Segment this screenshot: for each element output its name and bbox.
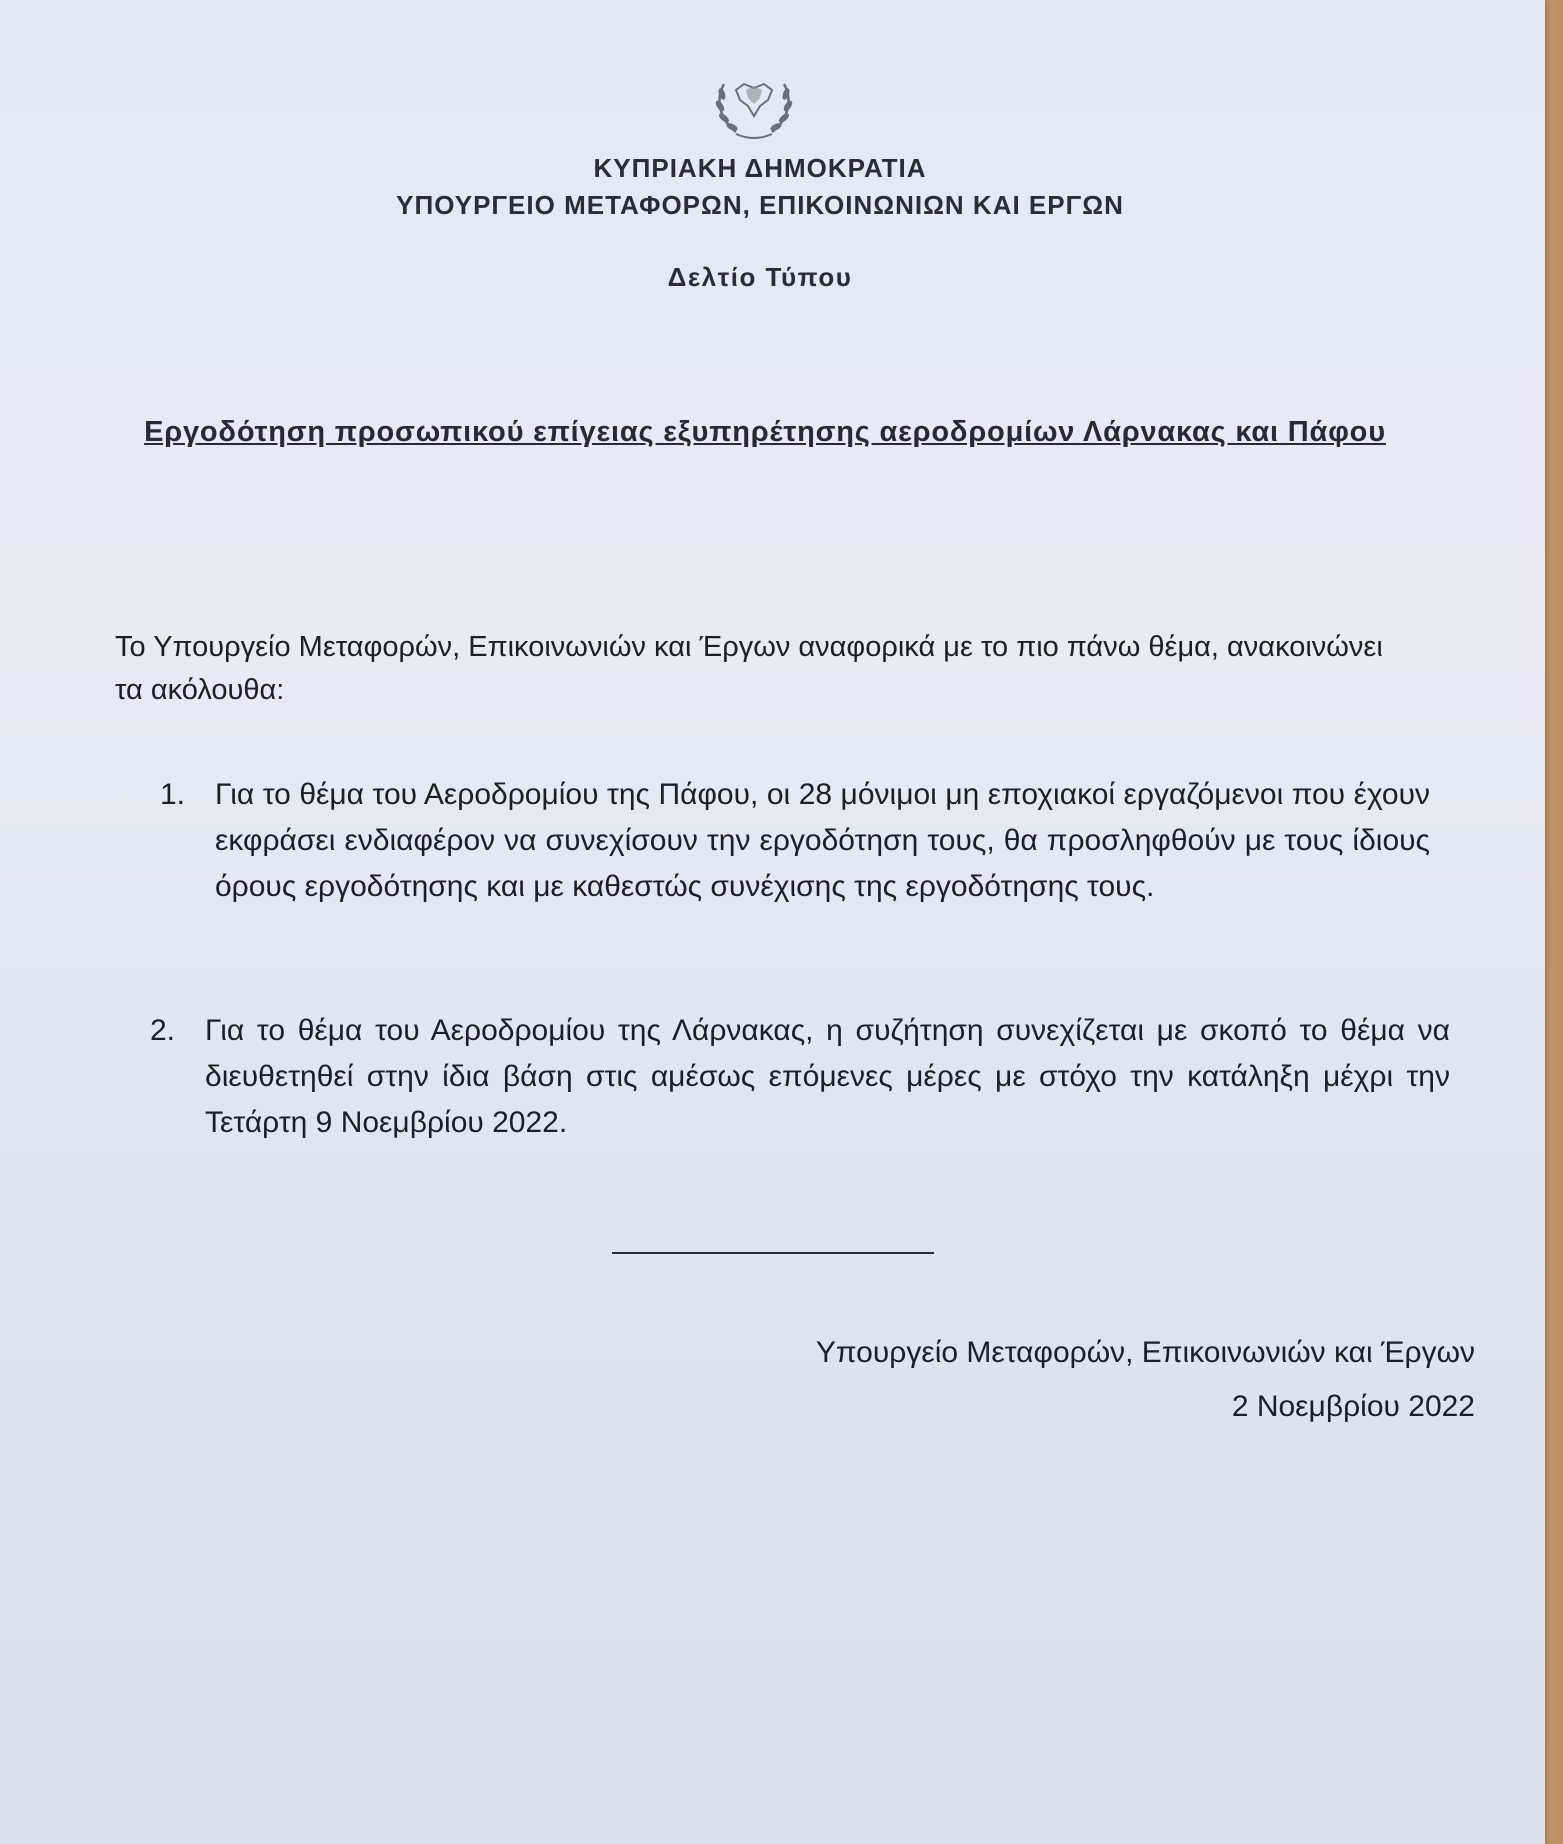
list-item-text: Για το θέμα του Αεροδρομίου της Πάφου, οι 28 μόνιμοι μη εποχιακοί εργαζόμενοι που έχουν εκφράσει ενδιαφέρον να συνεχίσουν την εργοδότηση τους, θα προσληφθούν με τους ίδιους όρους εργοδότησης και με καθεστώς συνέχισης της εργοδότησης τους. bbox=[215, 778, 1430, 903]
cyprus-coat-of-arms-icon bbox=[706, 76, 802, 146]
separator-line bbox=[612, 1252, 934, 1254]
press-release-title: Εργοδότηση προσωπικού επίγειας εξυπηρέτησης αεροδρομίων Λάρνακας και Πάφου bbox=[144, 416, 1386, 448]
list-item-text: Για το θέμα του Αεροδρομίου της Λάρνακας, η συζήτηση συνεχίζεται με σκοπό το θέμα να διευθετηθεί στην ίδια βάση στις αμέσως επόμενες μέρες με στόχο την κατάληξη μέχρι την Τετάρτη 9 Νοεμβρίου 2022. bbox=[205, 1014, 1450, 1139]
document-type-heading: Δελτίο Τύπου bbox=[667, 262, 853, 292]
intro-paragraph: Το Υπουργείο Μεταφορών, Επικοινωνιών και Έργων αναφορικά με το πιο πάνω θέμα, ανακοινώνει τα ακόλουθα: bbox=[115, 631, 1383, 706]
list-item bbox=[150, 1008, 1450, 1146]
ministry-heading: ΥΠΟΥΡΓΕΙΟ ΜΕΤΑΦΟΡΩΝ, ΕΠΙΚΟΙΝΩΝΙΩΝ ΚΑΙ ΕΡΓΩΝ bbox=[396, 190, 1124, 220]
signature-issuer: Υπουργείο Μεταφορών, Επικοινωνιών και Έργων bbox=[815, 1336, 1475, 1369]
signature-date: 2 Νοεμβρίου 2022 bbox=[1231, 1390, 1475, 1423]
country-heading: ΚΥΠΡΙΑΚΗ ΔΗΜΟΚΡΑΤΙΑ bbox=[593, 153, 927, 183]
list-item-number: 2. bbox=[150, 1014, 176, 1047]
list-item-number: 1. bbox=[160, 778, 186, 811]
list-item bbox=[160, 772, 1430, 910]
